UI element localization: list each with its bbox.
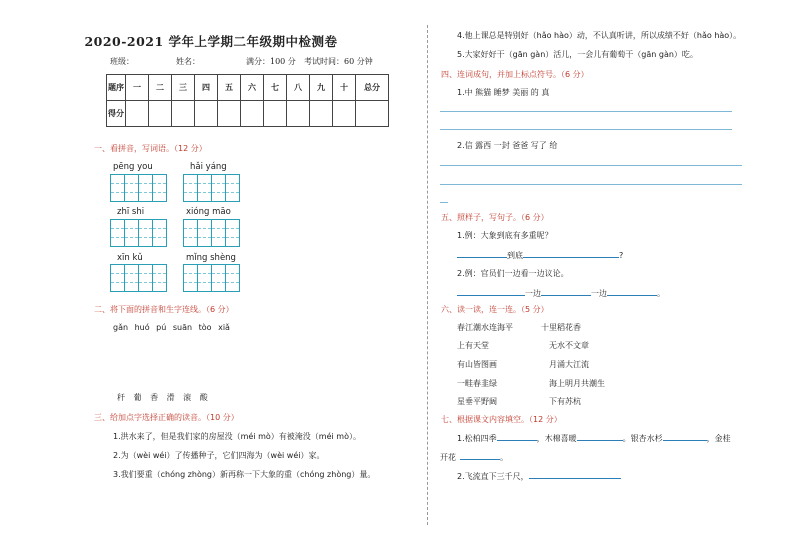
pinyin-6: mǐng shèng bbox=[186, 253, 236, 263]
col-10: 十 bbox=[333, 75, 356, 101]
question-3-3: 3.我们要重（chóng zhòng）新再称一下大象的重（chóng zhòng）量。 bbox=[113, 470, 376, 479]
blank[interactable] bbox=[523, 249, 619, 258]
pinyin-1: pēng you bbox=[113, 162, 153, 172]
section-3-title: 三、给加点字选择正确的读音。（10 分） bbox=[94, 413, 239, 422]
col-4: 四 bbox=[195, 75, 218, 101]
col-6: 六 bbox=[241, 75, 264, 101]
blank[interactable] bbox=[460, 451, 500, 460]
col-1: 一 bbox=[126, 75, 149, 101]
pinyin-3: zhī shi bbox=[117, 207, 145, 217]
exam-time: 考试时间：60 分钟 bbox=[304, 57, 373, 66]
class-label: 班级： bbox=[110, 57, 134, 66]
q7-1-e: 开花 bbox=[440, 453, 456, 462]
blank[interactable] bbox=[663, 432, 707, 441]
col-5: 五 bbox=[218, 75, 241, 101]
section-5-title: 五、照样子，写句子。（6 分） bbox=[441, 213, 549, 222]
poem-right-1[interactable]: 十里稻花香 bbox=[541, 323, 581, 332]
col-3: 三 bbox=[172, 75, 195, 101]
question-4-2: 2.信 露西 一封 爸爸 写了 给 bbox=[457, 141, 558, 150]
answer-line[interactable] bbox=[440, 165, 742, 166]
characters-row: 秆 葡 香 滑 滚 酸 bbox=[117, 393, 208, 402]
writing-grid-5[interactable] bbox=[110, 264, 167, 292]
pinyin-row: gǎn huó pú suān tòo xiǎ bbox=[113, 323, 230, 332]
section-4-title: 四、连词成句，并加上标点符号。（6 分） bbox=[441, 70, 589, 79]
q5-2-a: 一边 bbox=[525, 289, 541, 298]
q7-2-text: 2.飞流直下三千尺， bbox=[457, 472, 529, 481]
q5-1-end: ? bbox=[619, 251, 624, 260]
q7-1-c: 。银杏水杉 bbox=[622, 434, 663, 443]
score-cell[interactable] bbox=[264, 101, 287, 127]
poem-left-3[interactable]: 有山皆图画 bbox=[457, 360, 497, 369]
score-table bbox=[106, 74, 389, 127]
pinyin-4: xióng māo bbox=[186, 207, 231, 217]
writing-grid-2[interactable] bbox=[183, 174, 240, 202]
q7-1-d: ，金桂 bbox=[706, 434, 731, 443]
question-7-2 bbox=[457, 470, 621, 482]
column-divider bbox=[427, 25, 428, 525]
q5-2-b: 一边 bbox=[591, 289, 607, 298]
score-cell[interactable] bbox=[310, 101, 333, 127]
page-title: 2020-2021 学年上学期二年级期中检测卷 bbox=[84, 34, 338, 49]
q7-1-f: 。 bbox=[500, 453, 508, 462]
score-cell[interactable] bbox=[241, 101, 264, 127]
answer-line[interactable] bbox=[440, 129, 732, 130]
pinyin-5: xīn kǔ bbox=[117, 253, 143, 263]
col-7: 七 bbox=[264, 75, 287, 101]
poem-left-2[interactable]: 上有天堂 bbox=[457, 341, 489, 350]
poem-right-5[interactable]: 下有苏杭 bbox=[549, 397, 581, 406]
question-7-1 bbox=[457, 432, 731, 444]
score-cell[interactable] bbox=[126, 101, 149, 127]
poem-left-5[interactable]: 星垂平野阔 bbox=[457, 397, 497, 406]
question-5-2-answer bbox=[457, 287, 665, 299]
score-cell[interactable] bbox=[287, 101, 310, 127]
q7-1-a: 1.松柏四季 bbox=[457, 434, 497, 443]
question-4-1: 1.中 熊猫 睡梦 美丽 的 真 bbox=[457, 88, 550, 97]
answer-line[interactable] bbox=[440, 111, 732, 112]
question-3-4: 4.他上课总是特别好（hǎo hào）动，不认真听讲，所以成绩不好（hǎo hào）。 bbox=[457, 31, 742, 40]
score-cell[interactable] bbox=[172, 101, 195, 127]
poem-right-3[interactable]: 月涌大江流 bbox=[549, 360, 589, 369]
score-cell[interactable] bbox=[356, 101, 389, 127]
row-head-number: 题序 bbox=[107, 75, 126, 101]
row-head-score: 得分 bbox=[107, 101, 126, 127]
blank[interactable] bbox=[457, 249, 507, 258]
question-5-1: 1.例：大象到底有多重呢？ bbox=[457, 231, 553, 240]
col-9: 九 bbox=[310, 75, 333, 101]
blank[interactable] bbox=[529, 470, 621, 479]
question-5-2: 2.例：官员们一边看一边议论。 bbox=[457, 269, 569, 278]
score-cell[interactable] bbox=[218, 101, 241, 127]
answer-line[interactable] bbox=[440, 202, 448, 203]
q5-2-end: 。 bbox=[657, 289, 665, 298]
name-label: 姓名： bbox=[176, 57, 200, 66]
section-6-title: 六、读一读，连一连。（5 分） bbox=[441, 305, 549, 314]
q7-1-b: ，木棉喜暖 bbox=[536, 434, 577, 443]
pinyin-2: hǎi yáng bbox=[190, 162, 227, 172]
q5-1-mid: 到底 bbox=[507, 251, 523, 260]
question-3-5: 5.大家好好干（gān gàn）活儿，一会儿有葡萄干（gān gàn）吃。 bbox=[457, 50, 698, 59]
blank[interactable] bbox=[497, 432, 537, 441]
section-1-title: 一、看拼音，写词语。（12 分） bbox=[94, 144, 207, 153]
answer-line[interactable] bbox=[440, 184, 742, 185]
writing-grid-6[interactable] bbox=[183, 264, 240, 292]
question-5-1-answer bbox=[457, 249, 623, 261]
score-cell[interactable] bbox=[195, 101, 218, 127]
section-2-title: 二、将下面的拼音和生字连线。（6 分） bbox=[94, 305, 234, 314]
poem-left-1[interactable]: 春江潮水连海平 bbox=[457, 323, 513, 332]
blank[interactable] bbox=[457, 287, 525, 296]
poem-right-2[interactable]: 无水不文章 bbox=[549, 341, 589, 350]
col-8: 八 bbox=[287, 75, 310, 101]
blank[interactable] bbox=[607, 287, 657, 296]
writing-grid-3[interactable] bbox=[110, 219, 167, 247]
score-cell[interactable] bbox=[149, 101, 172, 127]
col-total: 总分 bbox=[356, 75, 389, 101]
col-2: 二 bbox=[149, 75, 172, 101]
blank[interactable] bbox=[577, 432, 623, 441]
question-3-1: 1.洪水来了，但是我们家的房屋没（méi mò）有被淹没（méi mò）。 bbox=[113, 432, 361, 441]
writing-grid-1[interactable] bbox=[110, 174, 167, 202]
question-3-2: 2.为（wèi wéi）了传播种子，它们四海为（wèi wéi）家。 bbox=[113, 451, 325, 460]
blank[interactable] bbox=[541, 287, 591, 296]
score-cell[interactable] bbox=[333, 101, 356, 127]
poem-left-4[interactable]: 一畦春韭绿 bbox=[457, 379, 497, 388]
section-7-title: 七、根据课文内容填空。（12 分） bbox=[441, 415, 562, 424]
writing-grid-4[interactable] bbox=[183, 219, 240, 247]
question-7-1-cont bbox=[440, 451, 508, 463]
full-score: 满分：100 分 bbox=[246, 57, 296, 66]
poem-right-4[interactable]: 海上明月共潮生 bbox=[549, 379, 605, 388]
